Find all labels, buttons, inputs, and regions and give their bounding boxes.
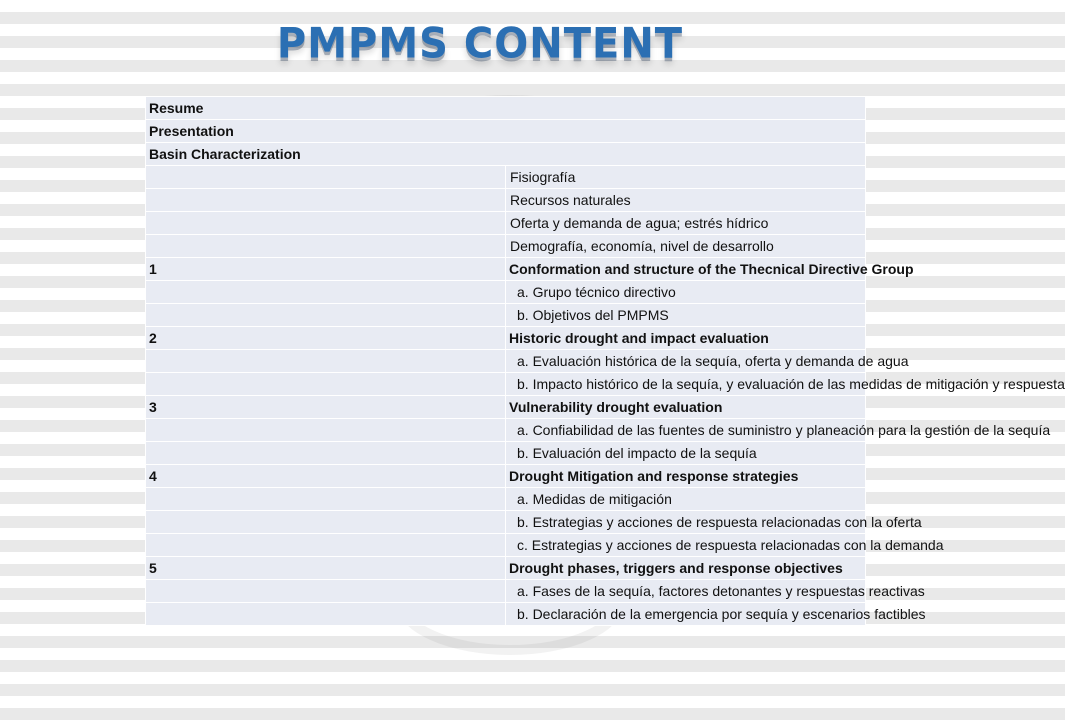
row-number [146, 304, 506, 327]
row-number [146, 580, 506, 603]
table-row [146, 557, 866, 580]
row-number [146, 511, 506, 534]
row-text: Historic drought and impact evaluation [506, 327, 866, 350]
table-row [146, 258, 866, 281]
row-number [146, 373, 506, 396]
row-text: Recursos naturales [506, 189, 866, 212]
table-row [146, 350, 866, 373]
row-text: b. Impacto histórico de la sequía, y evaluación de las medidas de mitigación y respuesta [506, 373, 866, 396]
row-text: c. Estrategias y acciones de respuesta relacionadas con la demanda [506, 534, 866, 557]
row-number [146, 235, 506, 258]
row-text: Demografía, economía, nivel de desarrollo [506, 235, 866, 258]
table-row [146, 511, 866, 534]
row-text: Basin Characterization [146, 143, 866, 166]
row-number: 5 [146, 557, 506, 580]
table-row [146, 442, 866, 465]
row-number [146, 442, 506, 465]
row-text: Presentation [146, 120, 866, 143]
content-table [145, 96, 1065, 626]
table-row [146, 189, 866, 212]
row-number [146, 534, 506, 557]
row-text: Vulnerability drought evaluation [506, 396, 866, 419]
row-text: a. Fases de la sequía, factores detonantes y respuestas reactivas [506, 580, 866, 603]
row-text: Resume [146, 97, 866, 120]
row-number [146, 166, 506, 189]
table-row [146, 603, 866, 626]
table-row [146, 120, 866, 143]
row-text: b. Declaración de la emergencia por sequía y escenarios factibles [506, 603, 866, 626]
table-row [146, 580, 866, 603]
table-row [146, 304, 866, 327]
row-number [146, 488, 506, 511]
row-text: b. Estrategias y acciones de respuesta relacionadas con la oferta [506, 511, 866, 534]
table-row [146, 465, 866, 488]
row-text: a. Evaluación histórica de la sequía, oferta y demanda de agua [506, 350, 866, 373]
row-number: 1 [146, 258, 506, 281]
table-row [146, 281, 866, 304]
table-row [146, 97, 866, 120]
row-text: Drought phases, triggers and response objectives [506, 557, 866, 580]
row-number [146, 419, 506, 442]
table-row [146, 327, 866, 350]
table-row [146, 373, 866, 396]
row-text: b. Evaluación del impacto de la sequía [506, 442, 866, 465]
row-number [146, 212, 506, 235]
row-number [146, 350, 506, 373]
row-number: 3 [146, 396, 506, 419]
table-row [146, 419, 866, 442]
row-text: Fisiografía [506, 166, 866, 189]
table-row [146, 534, 866, 557]
slide-title: PMPMS CONTENT [276, 19, 684, 69]
table-row [146, 235, 866, 258]
row-text: b. Objetivos del PMPMS [506, 304, 866, 327]
row-number: 4 [146, 465, 506, 488]
row-number: 2 [146, 327, 506, 350]
row-number [146, 281, 506, 304]
row-number [146, 189, 506, 212]
row-text: a. Medidas de mitigación [506, 488, 866, 511]
row-text: Conformation and structure of the Thecnical Directive Group [506, 258, 866, 281]
row-text: a. Confiabilidad de las fuentes de suministro y planeación para la gestión de la sequía [506, 419, 866, 442]
row-text: Drought Mitigation and response strategies [506, 465, 866, 488]
table-row [146, 143, 866, 166]
row-text: a. Grupo técnico directivo [506, 281, 866, 304]
row-number [146, 603, 506, 626]
table-row [146, 488, 866, 511]
table-row [146, 166, 866, 189]
table-row [146, 212, 866, 235]
table-row [146, 396, 866, 419]
row-text: Oferta y demanda de agua; estrés hídrico [506, 212, 866, 235]
